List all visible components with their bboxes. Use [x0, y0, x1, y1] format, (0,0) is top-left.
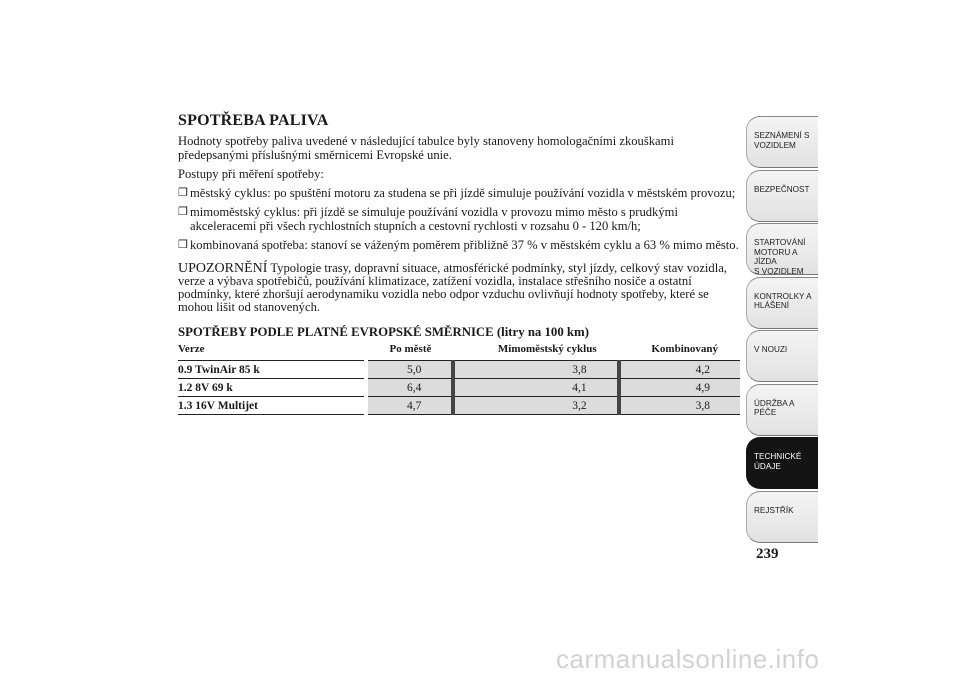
- version-cell: 0.9 TwinAir 85 k: [178, 361, 366, 379]
- column-header: Po městě: [366, 342, 453, 361]
- bullet-text: kombinovaná spotřeba: stanoví se váženým poměrem přibližně 37 % v městském cyklu a 63 % mimo město.: [190, 238, 739, 252]
- value-cell: 4,2: [619, 361, 740, 379]
- tab-rejstrik[interactable]: REJSTŘÍK: [746, 491, 818, 543]
- warning-text: Typologie trasy, dopravní situace, atmosférické podmínky, styl jízdy, celkový stav vozidla, verze a výbava spotřebičů, používání klimatizace, zatížení vozidla, instalace střešního nosiče a ostatní podmínky, které zhoršují aerodynamiku vozidla nebo odpor vzduchu ovlivňují hodnoty spotřeby, které se mohou lišit od stanovených.: [178, 261, 727, 314]
- column-header: Mimoměstský cyklus: [453, 342, 618, 361]
- warning-label: UPOZORNĚNÍ: [178, 261, 268, 276]
- watermark: carmanualsonline.info: [556, 644, 820, 674]
- tab-startovani-motoru[interactable]: STARTOVÁNÍ MOTORU A JÍZDA S VOZIDLEM: [746, 223, 818, 275]
- tab-udrzba-a-pece[interactable]: ÚDRŽBA A PÉČE: [746, 384, 818, 436]
- tab-bezpecnost[interactable]: BEZPEČNOST: [746, 170, 818, 222]
- value-cell: 6,4: [366, 379, 453, 397]
- chapter-tabs: [746, 116, 818, 544]
- value-cell: 4,1: [453, 379, 618, 397]
- version-cell: 1.3 16V Multijet: [178, 397, 366, 415]
- table-header-row: [178, 342, 740, 361]
- warning-paragraph: [178, 262, 740, 314]
- page-title: SPOTŘEBA PALIVA: [178, 112, 329, 129]
- table-row: [178, 379, 740, 397]
- version-cell: 1.2 8V 69 k: [178, 379, 366, 397]
- value-cell: 5,0: [366, 361, 453, 379]
- tab-kontrolky-a-hlaseni[interactable]: KONTROLKY A HLÁŠENÍ: [746, 277, 818, 329]
- column-header: Kombinovaný: [619, 342, 740, 361]
- bullet-item: [178, 186, 740, 200]
- table-row: [178, 361, 740, 379]
- value-cell: 4,9: [619, 379, 740, 397]
- checkbox-bullet-icon: ❒: [178, 206, 188, 218]
- checkbox-bullet-icon: ❒: [178, 239, 188, 251]
- page-number: 239: [756, 546, 779, 562]
- value-cell: 4,7: [366, 397, 453, 415]
- bullet-text: městský cyklus: po spuštění motoru za studena se při jízdě simuluje používání vozidla v městském provozu;: [190, 186, 736, 200]
- value-cell: 3,2: [453, 397, 618, 415]
- bullet-item: [178, 238, 740, 252]
- table-title: SPOTŘEBY PODLE PLATNÉ EVROPSKÉ SMĚRNICE (litry na 100 km): [178, 325, 589, 339]
- value-cell: 3,8: [453, 361, 618, 379]
- value-cell: 3,8: [619, 397, 740, 415]
- tab-v-nouzi[interactable]: V NOUZI: [746, 330, 818, 382]
- column-header: Verze: [178, 342, 366, 361]
- tab-seznameni-s-vozidlem[interactable]: SEZNÁMENÍ S VOZIDLEM: [746, 116, 818, 168]
- intro-paragraph: Hodnoty spotřeby paliva uvedené v následující tabulce byly stanoveny homologačními zkouškami předepsanými příslušnými směrnicemi Evropské unie.: [178, 134, 674, 162]
- tab-technicke-udaje[interactable]: TECHNICKÉ ÚDAJE: [746, 437, 818, 489]
- bullet-text: mimoměstský cyklus: při jízdě se simuluje používání vozidla v provozu mimo město s prudkými akceleracemi při všech rychlostních stupních a cestovní rychlosti v rozsahu 0 - 120 km/h;: [190, 205, 678, 233]
- checkbox-bullet-icon: ❒: [178, 187, 188, 199]
- procedures-label: Postupy při měření spotřeby:: [178, 167, 324, 181]
- table-row: [178, 397, 740, 415]
- main-content: [178, 112, 740, 415]
- consumption-table: [178, 342, 740, 415]
- bullet-item: [178, 205, 740, 233]
